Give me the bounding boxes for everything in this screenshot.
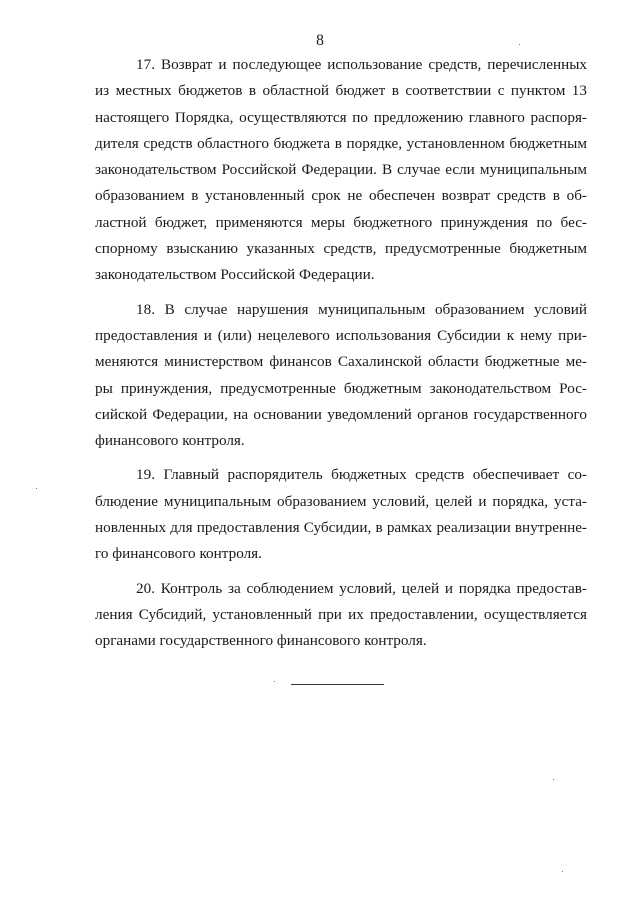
paragraph-line: го финансового контроля.: [95, 545, 262, 563]
paragraph-line: меняются министерством финансов Сахалинской области бюджетные ме-: [95, 353, 587, 371]
paragraph-line: сийской Федерации, на основании уведомлений органов государственного: [95, 405, 587, 423]
paragraph-line: ры принуждения, предусмотренные бюджетным законодательством Рос-: [95, 379, 587, 397]
scan-speck: [519, 44, 520, 45]
paragraph-line: 20. Контроль за соблюдением условий, целей и порядка предостав-: [136, 579, 587, 597]
scan-speck: [553, 779, 554, 780]
paragraph-line: из местных бюджетов в областной бюджет в соответствии с пунктом 13: [95, 82, 587, 100]
paragraph-line: 17. Возврат и последующее использование средств, перечисленных: [136, 56, 587, 73]
paragraph-line: образованием в установленный срок не обеспечен возврат средств в об-: [95, 187, 587, 205]
paragraph-line: законодательством Российской Федерации.: [95, 266, 375, 284]
paragraph-17: [95, 52, 587, 289]
paragraph-line: органами государственного финансового контроля.: [95, 632, 427, 650]
page-number: 8: [316, 32, 324, 49]
paragraph-19: [95, 462, 587, 567]
paragraph-20: [95, 576, 587, 655]
paragraph-line: ластной бюджет, применяются меры бюджетного принуждения по бес-: [95, 213, 587, 231]
paragraph-18: [95, 297, 587, 455]
paragraph-line: дителя средств областного бюджета в порядке, установленном бюджетным: [95, 134, 587, 152]
paragraph-line: предоставления и (или) нецелевого использования Субсидии к нему при-: [95, 326, 587, 344]
paragraph-line: блюдение муниципальным образованием условий, целей и порядка, уста-: [95, 492, 587, 510]
paragraph-line: 18. В случае нарушения муниципальным образованием условий: [136, 300, 587, 318]
paragraph-line: финансового контроля.: [95, 432, 245, 450]
paragraph-line: спорному взысканию указанных средств, предусмотренные бюджетным: [95, 240, 587, 258]
scan-speck: [562, 871, 563, 872]
paragraph-line: настоящего Порядка, осуществляются по предложению главного распоря-: [95, 108, 587, 126]
scan-speck: [36, 488, 37, 489]
paragraph-line: 19. Главный распорядитель бюджетных средств обеспечивает со-: [136, 466, 587, 484]
scan-speck: [274, 681, 275, 682]
paragraph-line: новленных для предоставления Субсидии, в рамках реализации внутренне-: [95, 519, 587, 537]
end-separator-line: [291, 684, 384, 685]
document-body: [95, 52, 587, 655]
paragraph-line: ления Субсидий, установленный при их предоставлении, осуществляется: [95, 605, 587, 623]
paragraph-line: законодательством Российской Федерации. В случае если муниципальным: [95, 161, 587, 179]
